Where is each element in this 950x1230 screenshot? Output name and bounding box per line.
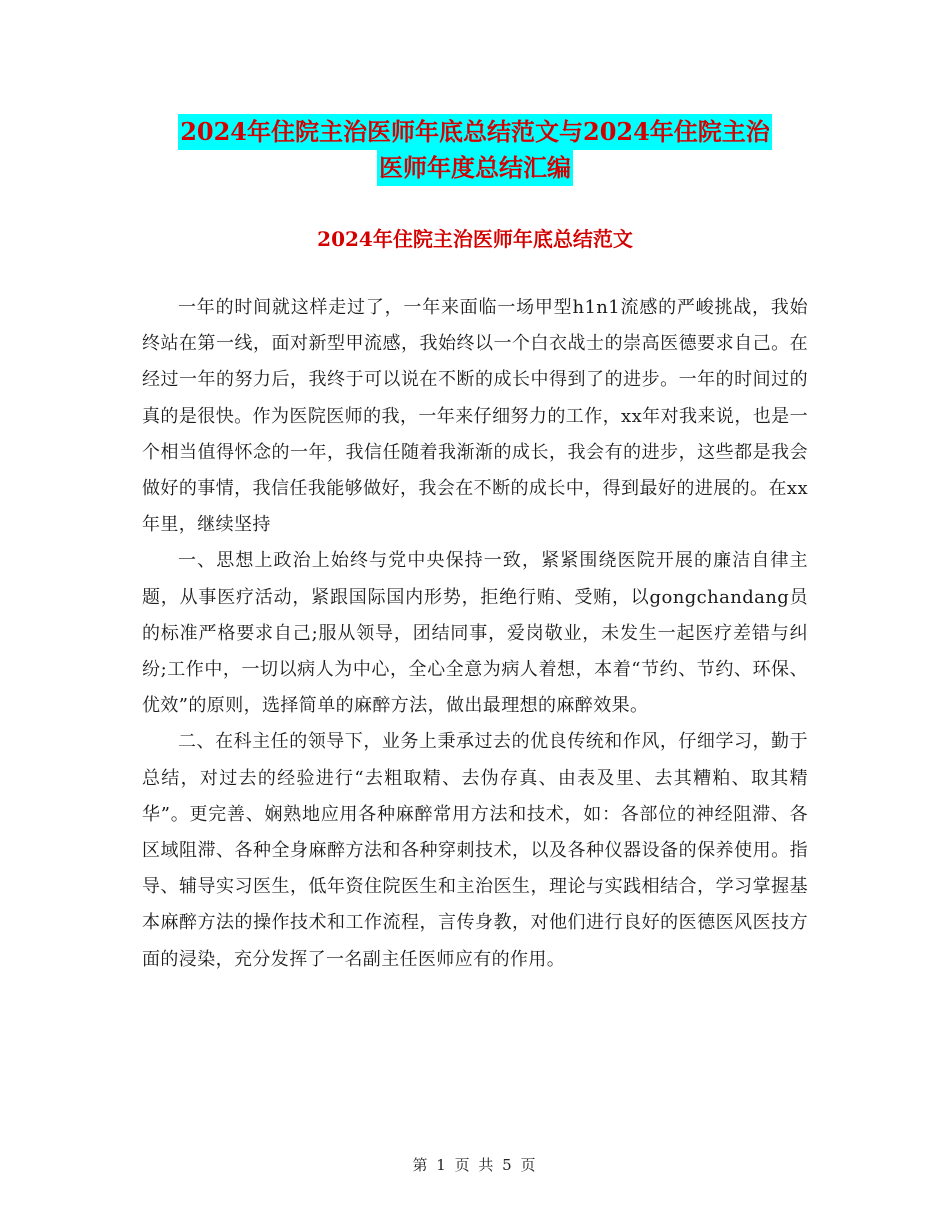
title-line-1: 2024年住院主治医师年底总结范文与2024年住院主治	[178, 114, 772, 150]
paragraph-intro: 一年的时间就这样走过了，一年来面临一场甲型h1n1流感的严峻挑战，我始终站在第一线，面对新型甲流感，我始终以一个白衣战士的崇高医德要求自己。在经过一年的努力后，我终于可以说在不断的成长中得到了的进步。一年的时间过的真的是很快。作为医院医师的我，一年来仔细努力的工作，xx年对我来说，也是一个相当值得怀念的一年，我信任随着我渐渐的成长，我会有的进步，这些都是我会做好的事情，我信任我能够做好，我会在不断的成长中，得到最好的进展的。在xx年里，继续坚持	[142, 297, 808, 536]
paragraph-political: 一、思想上政治上始终与党中央保持一致，紧紧围绕医院开展的廉洁自律主题，从事医疗活动，紧跟国际国内形势，拒绝行贿、受贿，以gongchandang员的标准严格要求自己;服从领导，团结同事，爱岗敬业，未发生一起医疗差错与纠纷;工作中，一切以病人为中心，全心全意为病人着想，本着“节约、节约、环保、优效”的原则，选择简单的麻醉方法，做出最理想的麻醉效果。	[142, 550, 808, 717]
title-line-2: 医师年度总结汇编	[377, 150, 573, 186]
document-body	[142, 290, 808, 978]
section-heading: 2024年住院主治医师年底总结范文	[317, 227, 633, 251]
page-footer: 第 1 页 共 5 页	[412, 1156, 538, 1174]
paragraph-professional: 二、在科主任的领导下，业务上秉承过去的优良传统和作风，仔细学习，勤于总结，对过去的经验进行“去粗取精、去伪存真、由表及里、去其糟粕、取其精华”。更完善、娴熟地应用各种麻醉常用方法和技术，如：各部位的神经阻滞、各区域阻滞、各种全身麻醉方法和各种穿刺技术，以及各种仪器设备的保养使用。指导、辅导实习医生，低年资住院医生和主治医生，理论与实践相结合，学习掌握基本麻醉方法的操作技术和工作流程，言传身教，对他们进行良好的医德医风医技方面的浸染，充分发挥了一名副主任医师应有的作用。	[142, 731, 808, 970]
document-title	[140, 114, 810, 186]
